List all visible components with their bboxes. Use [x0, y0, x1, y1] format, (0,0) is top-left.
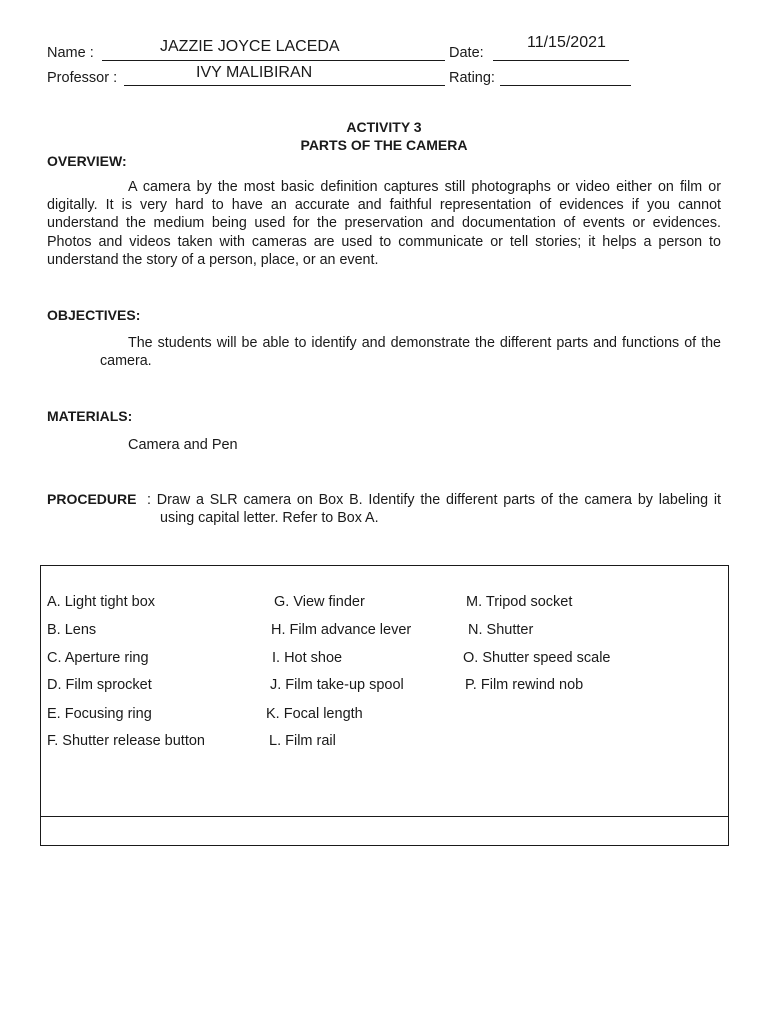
part-l: L. Film rail: [269, 733, 336, 749]
name-label: Name :: [47, 45, 94, 61]
part-i: I. Hot shoe: [272, 650, 343, 666]
part-k: K. Focal length: [266, 706, 363, 722]
materials-text: Camera and Pen: [128, 437, 238, 453]
part-e: E. Focusing ring: [47, 706, 152, 722]
professor-value[interactable]: IVY MALIBIRAN: [196, 64, 313, 81]
part-o: O. Shutter speed scale: [463, 650, 611, 666]
rating-line[interactable]: [500, 85, 631, 86]
date-line: [493, 60, 629, 61]
date-label: Date:: [449, 45, 484, 61]
procedure-heading: PROCEDURE: [47, 491, 137, 507]
name-line: [102, 60, 445, 61]
part-n: N. Shutter: [468, 622, 534, 638]
part-f: F. Shutter release button: [47, 733, 205, 749]
part-b: B. Lens: [47, 622, 97, 638]
subject-title: PARTS OF THE CAMERA: [300, 137, 468, 153]
activity-title: ACTIVITY 3: [346, 119, 422, 135]
name-value[interactable]: JAZZIE JOYCE LACEDA: [160, 38, 340, 55]
procedure-paragraph: [147, 491, 721, 527]
date-value[interactable]: 11/15/2021: [527, 34, 606, 51]
objectives-text: The students will be able to identify and demonstrate the different parts and functions of the camera.: [100, 335, 721, 370]
part-j: J. Film take-up spool: [270, 677, 404, 693]
professor-label: Professor :: [47, 70, 118, 86]
part-d: D. Film sprocket: [47, 677, 152, 693]
part-h: H. Film advance lever: [271, 622, 412, 638]
part-c: C. Aperture ring: [47, 650, 149, 666]
part-p: P. Film rewind nob: [465, 677, 584, 693]
part-m: M. Tripod socket: [466, 594, 573, 610]
overview-paragraph: [47, 178, 721, 269]
objectives-paragraph: [100, 334, 721, 370]
professor-line: [124, 85, 445, 86]
overview-text: A camera by the most basic definition captures still photographs or video either on film or digitally. It is very hard to have an accurate and faithful representation of evidences if you cannot understand the medium being used for the preservation and documentation of events or evidences. Photos and videos taken with cameras are used to communicate or tell stories; it helps a person to understand the story of a person, place, or an event.: [47, 179, 721, 268]
part-g: G. View finder: [274, 594, 365, 610]
rating-label: Rating:: [449, 70, 495, 86]
part-a: A. Light tight box: [47, 594, 156, 610]
procedure-text: : Draw a SLR camera on Box B. Identify the different parts of the camera by labeling it using capital letter. Refer to Box A.: [147, 492, 721, 527]
objectives-heading: OBJECTIVES:: [47, 307, 141, 323]
overview-heading: OVERVIEW:: [47, 153, 127, 169]
box-b-strip[interactable]: [40, 816, 729, 846]
materials-heading: MATERIALS:: [47, 408, 133, 424]
